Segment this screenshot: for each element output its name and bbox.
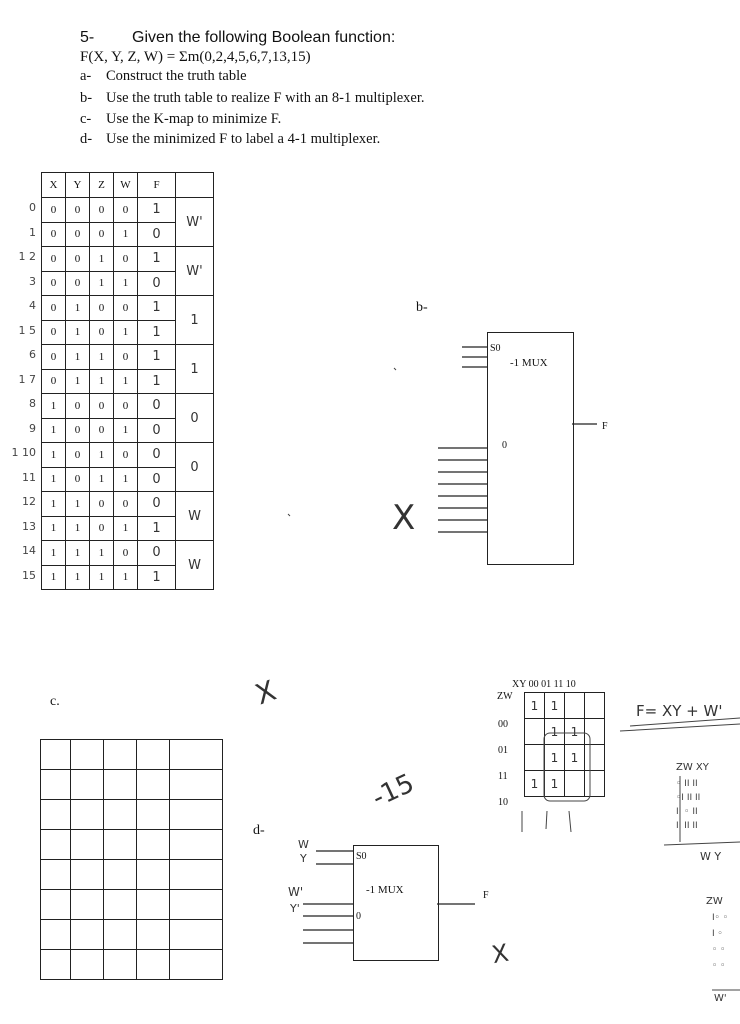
truth-cell: 1 <box>114 369 138 394</box>
truth-cell: 1 <box>66 296 90 321</box>
truth-cell: 0 <box>42 296 66 321</box>
section-c-label: c. <box>50 694 60 709</box>
truth-output-cell: 0 <box>138 467 176 492</box>
row-index-mark: 6 <box>29 348 36 361</box>
truth-cell: 0 <box>66 394 90 419</box>
truth-cell: 1 <box>90 541 114 566</box>
kmap-cell: 1 <box>525 771 545 797</box>
truth-cell: 0 <box>90 296 114 321</box>
truth-cell: 1 <box>66 320 90 345</box>
truth-cell: 1 <box>66 369 90 394</box>
kmap-row-label: 11 <box>498 771 508 782</box>
truth-cell: 0 <box>42 222 66 247</box>
truth-cell: 0 <box>90 516 114 541</box>
kmap-cell: 1 <box>565 745 585 771</box>
pair-value-cell: 1 <box>176 296 214 345</box>
side-scribble: Ⅰ ◦ <box>712 929 723 939</box>
part-c: c- Use the K-map to minimize F. <box>80 111 282 127</box>
row-index-mark: 3 <box>29 274 36 288</box>
mux-title: -1 MUX <box>510 357 548 369</box>
truth-cell: 1 <box>66 516 90 541</box>
select-label-w: W <box>298 838 309 851</box>
row-index-mark: 12 <box>22 495 36 508</box>
part-d: d- Use the minimized F to label a 4-1 multiplexer. <box>80 131 381 147</box>
truth-cell: 1 <box>114 320 138 345</box>
kmap-row-label: 00 <box>498 719 508 730</box>
truth-cell: 0 <box>66 271 90 296</box>
truth-cell: 0 <box>66 418 90 443</box>
row-index-mark: 8 <box>29 397 36 410</box>
truth-cell: 1 <box>114 467 138 492</box>
mux-input-zero-label: 0 <box>356 911 361 922</box>
truth-cell: 1 <box>66 492 90 517</box>
truth-cell: 1 <box>114 222 138 247</box>
data-label-y-prime: Y' <box>290 902 300 915</box>
side2-header: ZW <box>706 896 723 907</box>
row-index-mark: 1 <box>29 225 36 239</box>
pair-value-cell: W <box>176 492 214 541</box>
truth-cell: 1 <box>90 247 114 272</box>
truth-cell: 0 <box>66 443 90 468</box>
truth-cell: 1 <box>42 394 66 419</box>
kmap-cell: 1 <box>545 719 565 745</box>
mux-title: -1 MUX <box>366 884 404 896</box>
truth-cell: 1 <box>90 565 114 590</box>
truth-cell: 0 <box>42 320 66 345</box>
truth-cell: 0 <box>114 492 138 517</box>
kmap-cell: 1 <box>565 719 585 745</box>
truth-cell: 1 <box>42 565 66 590</box>
col-header: F <box>138 173 176 198</box>
kmap-row-label: 10 <box>498 797 508 808</box>
truth-cell: 0 <box>42 247 66 272</box>
col-header: W <box>114 173 138 198</box>
side-scribble: ◦ ⅠⅠ ⅠⅠ <box>676 779 698 789</box>
side-scribble: Ⅰ◦ ◦ <box>712 913 729 923</box>
kmap-row-label: 01 <box>498 745 508 756</box>
row-index-mark: 11 <box>22 470 36 484</box>
truth-cell: 0 <box>66 467 90 492</box>
mux-output-label: F <box>483 890 489 901</box>
truth-cell: 0 <box>90 394 114 419</box>
truth-cell: 0 <box>90 222 114 247</box>
pair-value-cell: W <box>176 541 214 590</box>
scribble-x: X <box>392 498 416 538</box>
truth-cell: 0 <box>114 394 138 419</box>
truth-cell: 1 <box>114 565 138 590</box>
row-index-mark: 1 10 <box>11 446 36 459</box>
row-index-mark: 1 2 <box>18 250 36 263</box>
scribble-x: X <box>489 938 511 970</box>
kmap-row-header: ZW <box>497 691 513 702</box>
kmap-cell: 1 <box>545 693 565 719</box>
row-index-mark: 14 <box>22 544 36 557</box>
handwritten-result: F= XY + W' <box>636 702 723 720</box>
truth-output-cell: 1 <box>138 247 176 272</box>
pair-value-cell: W' <box>176 198 214 247</box>
truth-cell: 0 <box>90 198 114 223</box>
boolean-function: F(X, Y, Z, W) = Σm(0,2,4,5,6,7,13,15) <box>80 49 311 65</box>
truth-cell: 1 <box>66 565 90 590</box>
row-index-mark: 0 <box>29 201 36 214</box>
truth-output-cell: 1 <box>138 296 176 321</box>
truth-cell: 0 <box>42 345 66 370</box>
truth-cell: 1 <box>90 345 114 370</box>
section-b-label: b- <box>416 300 428 315</box>
mux-input-zero-label: 0 <box>502 440 507 451</box>
truth-cell: 1 <box>66 345 90 370</box>
truth-cell: 1 <box>114 516 138 541</box>
row-index-mark: 1 7 <box>18 372 36 386</box>
row-index-mark: 4 <box>29 299 36 312</box>
part-b: b- Use the truth table to realize F with an 8-1 multiplexer. <box>80 90 425 106</box>
truth-cell: 0 <box>114 541 138 566</box>
truth-cell: 1 <box>66 541 90 566</box>
truth-cell: 0 <box>42 271 66 296</box>
truth-cell: 0 <box>114 443 138 468</box>
row-index-mark: 1 5 <box>18 323 36 337</box>
pair-value-cell: 0 <box>176 443 214 492</box>
truth-output-cell: 1 <box>138 345 176 370</box>
truth-cell: 1 <box>90 271 114 296</box>
truth-output-cell: 0 <box>138 492 176 517</box>
row-index-mark: 15 <box>22 568 36 582</box>
question-title: Given the following Boolean function: <box>132 29 396 46</box>
truth-output-cell: 0 <box>138 418 176 443</box>
mux-output-label: F <box>602 421 608 432</box>
side-scribble: ⅠⅠ ◦ ⅠⅠ <box>676 807 698 817</box>
truth-cell: 0 <box>114 198 138 223</box>
side-scribble: ◦ ◦ <box>712 945 726 955</box>
scribble-minus-15: -15 <box>367 768 419 814</box>
row-index-mark: 13 <box>22 519 36 533</box>
truth-cell: 1 <box>90 369 114 394</box>
col-header: Z <box>90 173 114 198</box>
side-scribble: ◦Ⅰ ⅠⅠ ⅠⅠ <box>676 793 701 803</box>
truth-cell: 0 <box>90 418 114 443</box>
truth-cell: 1 <box>42 443 66 468</box>
truth-cell: 0 <box>114 247 138 272</box>
truth-cell: 0 <box>66 222 90 247</box>
data-label-w-prime: W' <box>288 885 304 899</box>
question-number: 5- <box>80 29 95 46</box>
pair-value-cell: 1 <box>176 345 214 394</box>
truth-cell: 0 <box>42 198 66 223</box>
truth-cell: 1 <box>90 467 114 492</box>
truth-cell: 1 <box>114 271 138 296</box>
pair-value-cell: W' <box>176 247 214 296</box>
truth-cell: 1 <box>90 443 114 468</box>
mux-select-label: S0 <box>490 343 501 354</box>
truth-cell: 0 <box>42 369 66 394</box>
select-label-y: Y <box>300 852 307 865</box>
truth-cell: 0 <box>66 198 90 223</box>
scribble-x: X <box>250 673 281 712</box>
side-table-foot: W Y <box>700 850 722 863</box>
truth-cell: 0 <box>114 345 138 370</box>
side2-foot: W' <box>714 993 727 1004</box>
truth-output-cell: 0 <box>138 222 176 247</box>
kmap-cell: 1 <box>525 693 545 719</box>
row-index-mark: 9 <box>29 421 36 435</box>
kmap-cell: 1 <box>545 771 565 797</box>
side-table-header: ZW XY <box>676 762 709 773</box>
section-d-label: d- <box>253 823 265 838</box>
col-header: Y <box>66 173 90 198</box>
truth-output-cell: 1 <box>138 320 176 345</box>
truth-cell: 0 <box>90 320 114 345</box>
truth-output-cell: 0 <box>138 443 176 468</box>
truth-cell: 1 <box>42 492 66 517</box>
truth-output-cell: 0 <box>138 394 176 419</box>
pair-value-cell: 0 <box>176 394 214 443</box>
truth-cell: 1 <box>42 467 66 492</box>
part-a: a- Construct the truth table <box>80 68 247 84</box>
col-header: X <box>42 173 66 198</box>
truth-cell: 1 <box>42 418 66 443</box>
truth-cell: 0 <box>90 492 114 517</box>
truth-output-cell: 0 <box>138 271 176 296</box>
truth-output-cell: 1 <box>138 369 176 394</box>
truth-cell: 1 <box>42 541 66 566</box>
kmap-col-header: XY 00 01 11 10 <box>512 679 576 690</box>
truth-output-cell: 1 <box>138 516 176 541</box>
side-scribble: ◦ ◦ <box>712 961 726 971</box>
side-scribble: ⅠⅠ ⅠⅠ ⅠⅠ <box>676 821 698 831</box>
truth-cell: 1 <box>42 516 66 541</box>
truth-output-cell: 1 <box>138 565 176 590</box>
truth-output-cell: 1 <box>138 198 176 223</box>
truth-cell: 0 <box>66 247 90 272</box>
mux-select-label: S0 <box>356 851 367 862</box>
truth-cell: 0 <box>114 296 138 321</box>
truth-cell: 1 <box>114 418 138 443</box>
kmap-cell: 1 <box>545 745 565 771</box>
truth-output-cell: 0 <box>138 541 176 566</box>
